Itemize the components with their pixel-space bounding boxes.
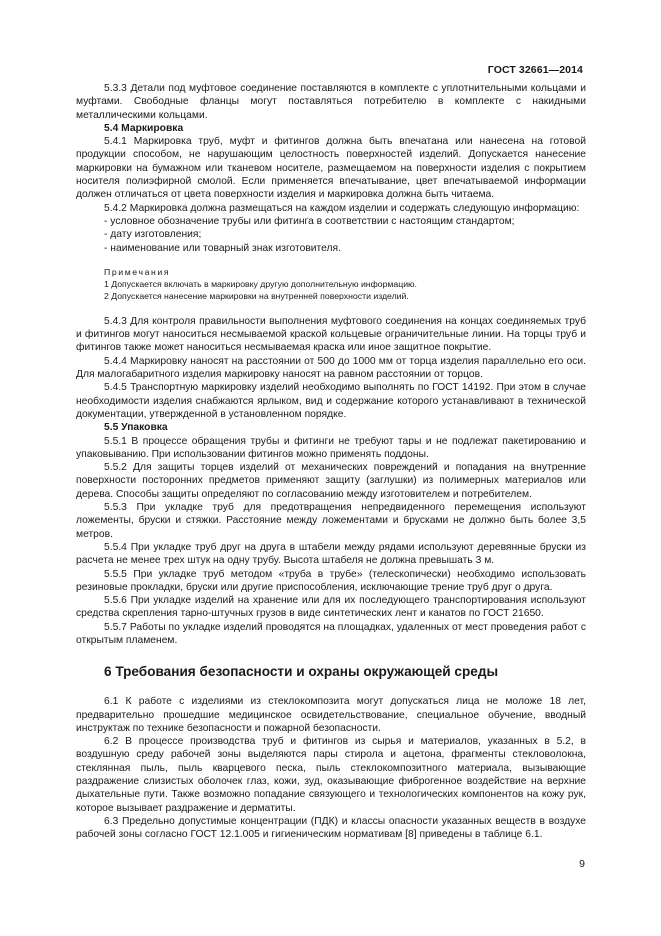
- paragraph-5-5-3: 5.5.3 При укладке труб для предотвращения непредвиденного перемещения используют ложементы, бруски и стяжки. Расстояние между ложементами и брусками не должно быть более 3,5 метров.: [76, 502, 586, 540]
- list-item: - дату изготовления;: [104, 229, 202, 241]
- subsection-heading-packaging: 5.5 Упаковка: [104, 422, 168, 434]
- paragraph-5-5-2: 5.5.2 Для защиты торцев изделий от механических повреждений и попадания на внутренние поверхности посторонних предметов применяют защиту (заглушки) из полимерных материалов или дерева. Способы защиты определяют по согласованию между изготовителем и потребителем.: [76, 462, 586, 500]
- paragraph-5-5-4: 5.5.4 При укладке труб друг на друга в штабели между рядами используют деревянные бруски из расчета не менее трех штук на одну трубу. Высота штабеля не должна превышать 3 м.: [76, 541, 586, 567]
- paragraph-5-4-4: 5.4.4 Маркировку наносят на расстоянии от 500 до 1000 мм от торца изделия параллельно его оси. Для малогабаритного изделия маркировку наносят на равном расстоянии от торцов.: [76, 355, 586, 381]
- paragraph-5-5-5: 5.5.5 При укладке труб методом «труба в трубе» (телескопически) необходимо использовать резиновые прокладки, бруски или другие приспособления, исключающие трение труб друг о друга.: [76, 568, 586, 593]
- paragraph-5-3-3: 5.3.3 Детали под муфтовое соединение поставляются в комплекте с уплотнительными кольцами и муфтами. Свободные фланцы могут поставляться потребителю в комплекте с накидными металлическими кольцами.: [76, 83, 586, 121]
- paragraph-5-4-3: 5.4.3 Для контроля правильности выполнения муфтового соединения на концах соединяемых труб и фитингов могут наноситься несмываемой краской кольцевые ограничительные линии. На торцы труб и фитингов также может наноситься несмываемая краска или иное защитное покрытие.: [76, 315, 586, 354]
- paragraph-5-4-2: 5.4.2 Маркировка должна размещаться на каждом изделии и содержать следующую информацию:: [104, 202, 580, 214]
- paragraph-5-5-7: 5.5.7 Работы по укладке изделий проводятся на площадках, удаленных от мест проведения работ с открытым пламенем.: [76, 621, 586, 646]
- page-number: 9: [579, 858, 585, 870]
- document-code-header: ГОСТ 32661—2014: [487, 64, 583, 76]
- list-item: - наименование или товарный знак изготовителя.: [104, 242, 341, 254]
- paragraph-6-1: 6.1 К работе с изделиями из стеклокомпозита могут допускаться лица не моложе 18 лет, предварительно прошедшие медицинское освидетельствование, специальное обучение, вводный инструктаж по технике безопасности и пожарной безопасности.: [76, 696, 586, 734]
- paragraph-5-4-1: 5.4.1 Маркировка труб, муфт и фитингов должна быть впечатана или нанесена на готовой продукции способом, не нарушающим целостность поверхностей изделий. Допускается нанесение маркировки на бумажном или тканевом носителе, размещаемом на поверхности изделия с покрытием носителя полиэфирной смолой. Если применяется впечатывание, цвет впечатываемой информации должен отличаться от цвета поверхности изделия и маркировка должна быть читаема.: [76, 136, 586, 201]
- paragraph-5-4-5: 5.4.5 Транспортную маркировку изделий необходимо выполнять по ГОСТ 14192. При этом в случае необходимости изделия снабжаются ярлыком, вид и содержание которого устанавливают в технической документации, утвержденной в установленном порядке.: [76, 382, 586, 420]
- document-body: [76, 82, 586, 842]
- section-heading-safety: 6 Требования безопасности и охраны окружающей среды: [104, 664, 499, 680]
- note-item: 1 Допускается включать в маркировку другую дополнительную информацию.: [104, 278, 417, 289]
- note-item: 2 Допускается нанесение маркировки на внутренней поверхности изделий.: [104, 290, 409, 301]
- subsection-heading-marking: 5.4 Маркировка: [104, 122, 184, 134]
- paragraph-5-5-1: 5.5.1 В процессе обращения трубы и фитинги не требуют тары и не подлежат пакетированию и упаковыванию. При использовании фитингов можно применять поддоны.: [76, 435, 586, 460]
- paragraph-5-5-6: 5.5.6 При укладке изделий на хранение или для их последующего транспортирования используют средства скрепления тарно-штучных грузов в виде синтетических лент и канатов по ГОСТ 21650.: [76, 595, 586, 620]
- paragraph-6-3: 6.3 Предельно допустимые концентрации (ПДК) и классы опасности указанных веществ в воздухе рабочей зоны согласно ГОСТ 12.1.005 и гигиеническим нормативам [8] приведены в таблице 6.1.: [76, 815, 586, 841]
- notes-title: Примечания: [104, 266, 171, 277]
- list-item: - условное обозначение трубы или фитинга в соответствии с настоящим стандартом;: [104, 215, 515, 227]
- notes-block: [104, 266, 586, 302]
- paragraph-6-2: 6.2 В процессе производства труб и фитингов из сырья и материалов, указанных в 5.2, в воздушную среду рабочей зоны выделяются пары стирола и ацетона, фрагменты стекловолокна, стеклянная пыль, пыль кварцевого песка, пыль стеклокомпозитного материала, вызывающие раздражение слизистых оболочек глаз, кожи, зуд, оказывающие фиброгенное воздействие на верхние дыхательные пути. Также возможно попадание связующего и технологических компонентов на кожу рук, которое вызывает раздражение и дерматиты.: [76, 736, 586, 814]
